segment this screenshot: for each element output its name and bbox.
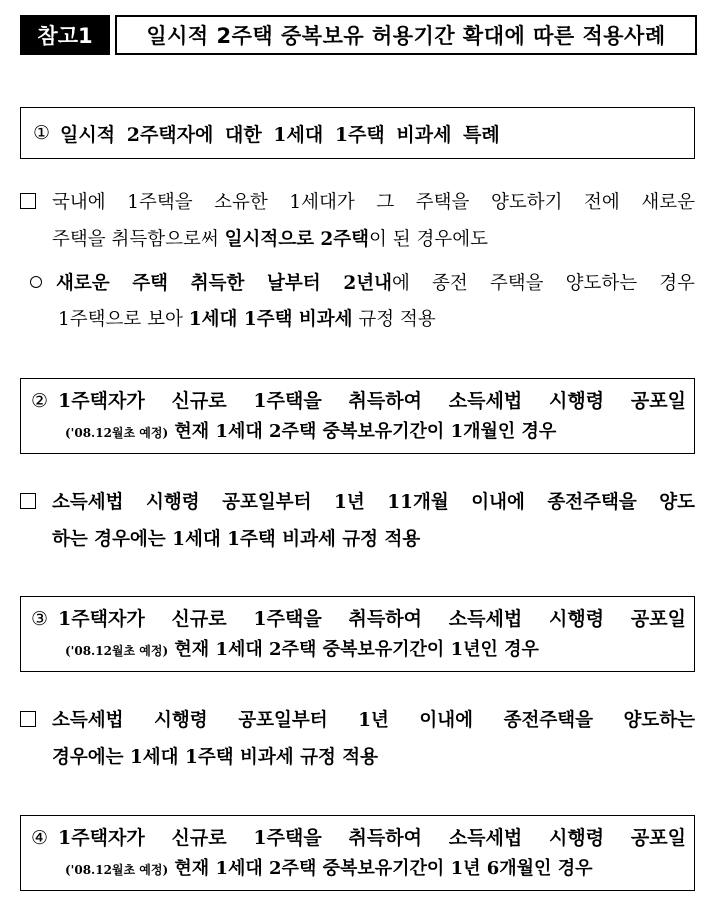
paragraph-1-text-1: 국내에 1주택을 소유한 1세대가 그 주택을 양도하기 전에 새로운 [52, 192, 695, 213]
case-3-number: ③ [31, 608, 49, 630]
case-2-box [20, 378, 695, 454]
case-3-text-1: 1주택자가 신규로 1주택을 취득하여 소득세법 시행령 공포일 [58, 608, 686, 630]
case-4-text-1: 1주택자가 신규로 1주택을 취득하여 소득세법 시행령 공포일 [58, 827, 686, 849]
case-1-number: ① [33, 122, 51, 144]
sub-bullet-1-text-1: 에 종전 주택을 양도하는 경우 [391, 273, 695, 294]
sub-bullet-1-emphasis-1: 새로운 주택 취득한 날부터 2년내 [56, 273, 392, 294]
case-3-text-2: 현재 1세대 2주택 중복보유기간이 1년인 경우 [168, 639, 539, 660]
case-3-note: ('08.12월초 예정) [65, 644, 169, 658]
square-bullet-icon [20, 493, 36, 509]
case-1-title: 일시적 2주택자에 대한 1세대 1주택 비과세 특례 [60, 123, 500, 146]
circle-bullet-icon [30, 276, 42, 288]
case-3-box [20, 596, 695, 672]
case-4-text-2: 현재 1세대 2주택 중복보유기간이 1년 6개월인 경우 [168, 858, 593, 879]
paragraph-2 [20, 484, 695, 558]
sub-bullet-1-line-1 [30, 266, 695, 302]
reference-tag: 참고1 [20, 15, 110, 55]
paragraph-1-text-2a: 주택을 취득함으로써 [52, 229, 225, 250]
square-bullet-icon [20, 711, 36, 727]
sub-bullet-1-text-2a: 1주택으로 보아 [58, 309, 189, 330]
paragraph-3-text-1: 소득세법 시행령 공포일부터 1년 이내에 종전주택을 양도하는 [52, 710, 695, 731]
paragraph-1 [20, 184, 695, 258]
paragraph-1-emphasis: 일시적으로 2주택 [224, 229, 370, 250]
case-4-line-1 [31, 824, 686, 852]
case-4-line-2 [31, 856, 686, 883]
case-3-line-2 [31, 637, 686, 664]
paragraph-3-line-2: 경우에는 1세대 1주택 비과세 규정 적용 [52, 747, 379, 768]
sub-bullet-1-text-2c: 규정 적용 [352, 309, 436, 330]
paragraph-2-line-1 [20, 484, 695, 521]
case-3-line-1 [31, 605, 686, 633]
paragraph-2-text-1: 소득세법 시행령 공포일부터 1년 11개월 이내에 종전주택을 양도 [52, 492, 695, 513]
paragraph-1-line-1 [20, 184, 695, 221]
case-4-note: ('08.12월초 예정) [65, 863, 169, 877]
case-2-number: ② [31, 390, 49, 412]
paragraph-2-line-2: 하는 경우에는 1세대 1주택 비과세 규정 적용 [52, 529, 421, 550]
case-2-text-2: 현재 1세대 2주택 중복보유기간이 1개월인 경우 [168, 421, 557, 442]
case-1-box [20, 107, 695, 159]
case-4-box [20, 815, 695, 891]
case-4-number: ④ [31, 827, 49, 849]
case-2-line-2 [31, 419, 686, 446]
sub-bullet-1 [30, 266, 695, 338]
paragraph-1-text-2c: 이 된 경우에도 [369, 229, 489, 250]
paragraph-3 [20, 702, 695, 776]
paragraph-3-line-1 [20, 702, 695, 739]
case-2-note: ('08.12월초 예정) [65, 426, 169, 440]
sub-bullet-1-emphasis-2: 1세대 1주택 비과세 [188, 309, 353, 330]
case-2-line-1 [31, 387, 686, 415]
square-bullet-icon [20, 193, 36, 209]
sub-bullet-1-line-2 [30, 302, 695, 338]
document-title: 일시적 2주택 중복보유 허용기간 확대에 따른 적용사례 [115, 15, 697, 55]
case-2-text-1: 1주택자가 신규로 1주택을 취득하여 소득세법 시행령 공포일 [58, 390, 686, 412]
paragraph-1-line-2 [20, 221, 695, 258]
